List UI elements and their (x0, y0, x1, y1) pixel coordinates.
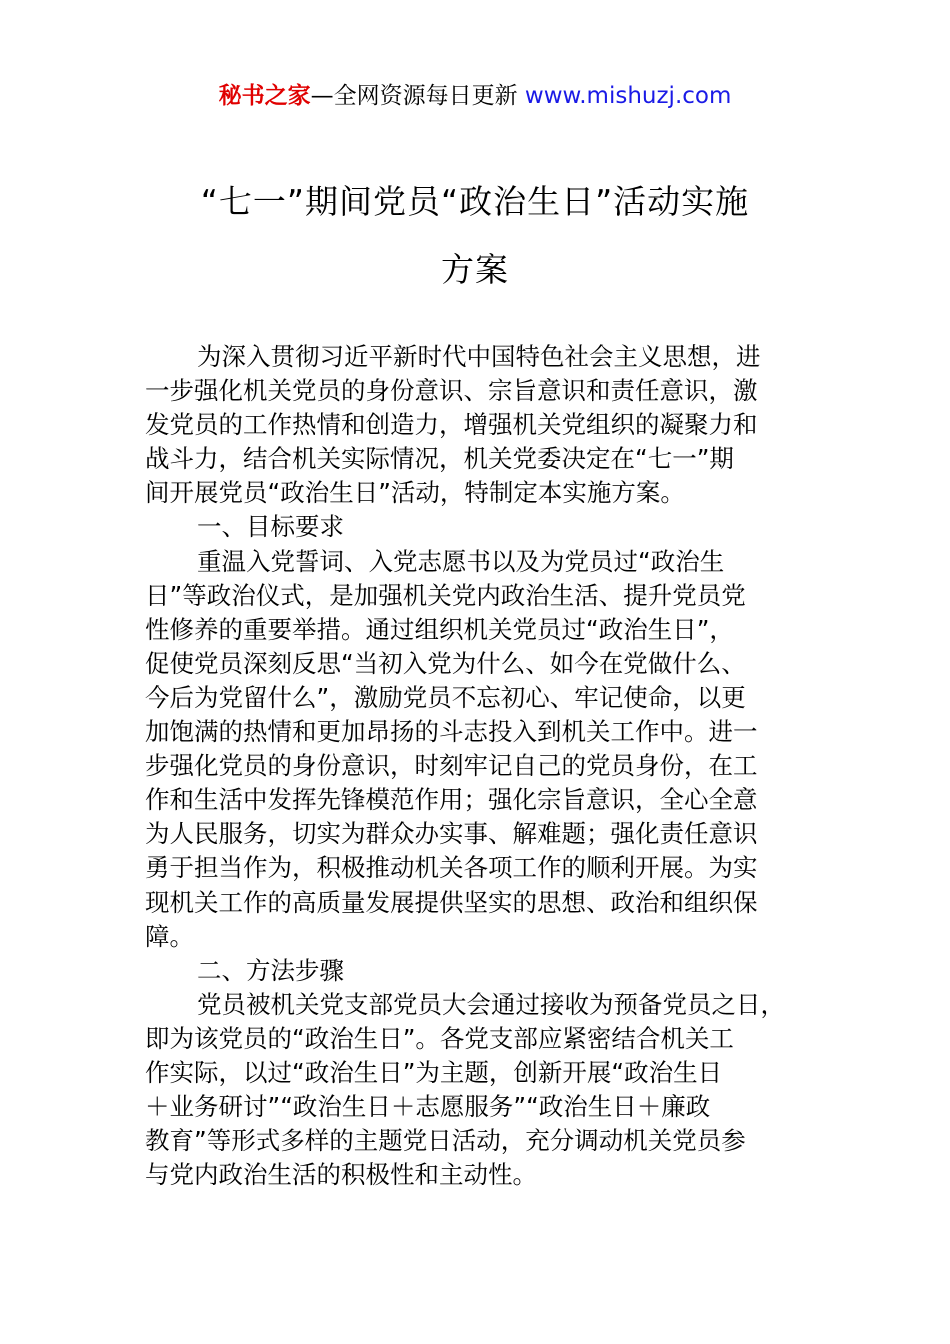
paragraph-line: 性修养的重要举措。通过组织机关党员过“政治生日”， (145, 614, 734, 644)
paragraph-line: 步强化党员的身份意识，时刻牢记自己的党员身份，在工 (145, 751, 758, 781)
paragraph-line: 日”等政治仪式，是加强机关党内政治生活、提升党员党 (145, 580, 746, 610)
paragraph-line: 今后为党留什么”，激励党员不忘初心、牢记使命，以更 (145, 682, 746, 712)
document-body (145, 340, 815, 1192)
banner-tagline: —全网资源每日更新 (310, 83, 525, 109)
section-heading: 一、目标要求 (197, 512, 344, 542)
paragraph-line: 教育”等形式多样的主题党日活动，充分调动机关党员参 (145, 1126, 746, 1156)
site-banner (0, 80, 950, 112)
paragraph-line: 加饱满的热情和更加昂扬的斗志投入到机关工作中。进一 (145, 717, 758, 747)
document-title-line-2: 方案 (441, 250, 509, 289)
paragraph-line: 促使党员深刻反思“当初入党为什么、如今在党做什么、 (145, 648, 746, 678)
paragraph-line: 党员被机关党支部党员大会通过接收为预备党员之日， (197, 989, 785, 1019)
paragraph-line: 作实际，以过“政治生日”为主题，创新开展“政治生日 (145, 1057, 723, 1087)
paragraph-line: 重温入党誓词、入党志愿书以及为党员过“政治生 (197, 546, 725, 576)
paragraph-line: 勇于担当作为，积极推动机关各项工作的顺利开展。为实 (145, 853, 758, 883)
paragraph-line: ＋业务研讨”“政治生日＋志愿服务”“政治生日＋廉政 (145, 1092, 711, 1122)
paragraph-line: 现机关工作的高质量发展提供坚实的思想、政治和组织保 (145, 887, 758, 917)
paragraph-line: 间开展党员“政治生日”活动，特制定本实施方案。 (145, 478, 685, 508)
paragraph-line: 作和生活中发挥先锋模范作用；强化宗旨意识，全心全意 (145, 785, 758, 815)
paragraph-line: 障。 (145, 921, 194, 951)
paragraph-line: 战斗力，结合机关实际情况，机关党委决定在“七一”期 (145, 444, 734, 474)
paragraph-line: 为人民服务，切实为群众办实事、解难题；强化责任意识 (145, 819, 758, 849)
paragraph-line: 即为该党员的“政治生日”。各党支部应紧密结合机关工 (145, 1023, 734, 1053)
paragraph-line: 发党员的工作热情和创造力，增强机关党组织的凝聚力和 (145, 410, 758, 440)
section-heading: 二、方法步骤 (197, 955, 344, 985)
paragraph-line: 一步强化机关党员的身份意识、宗旨意识和责任意识，激 (145, 376, 758, 406)
document-title-line-1: “七一”期间党员“政治生日”活动实施 (200, 182, 750, 221)
paragraph-line: 为深入贯彻习近平新时代中国特色社会主义思想，进 (197, 342, 761, 371)
brand-name: 秘书之家 (218, 83, 311, 109)
site-link[interactable]: www.mishuzj.com (524, 83, 732, 109)
paragraph-line: 与党内政治生活的积极性和主动性。 (145, 1160, 537, 1190)
